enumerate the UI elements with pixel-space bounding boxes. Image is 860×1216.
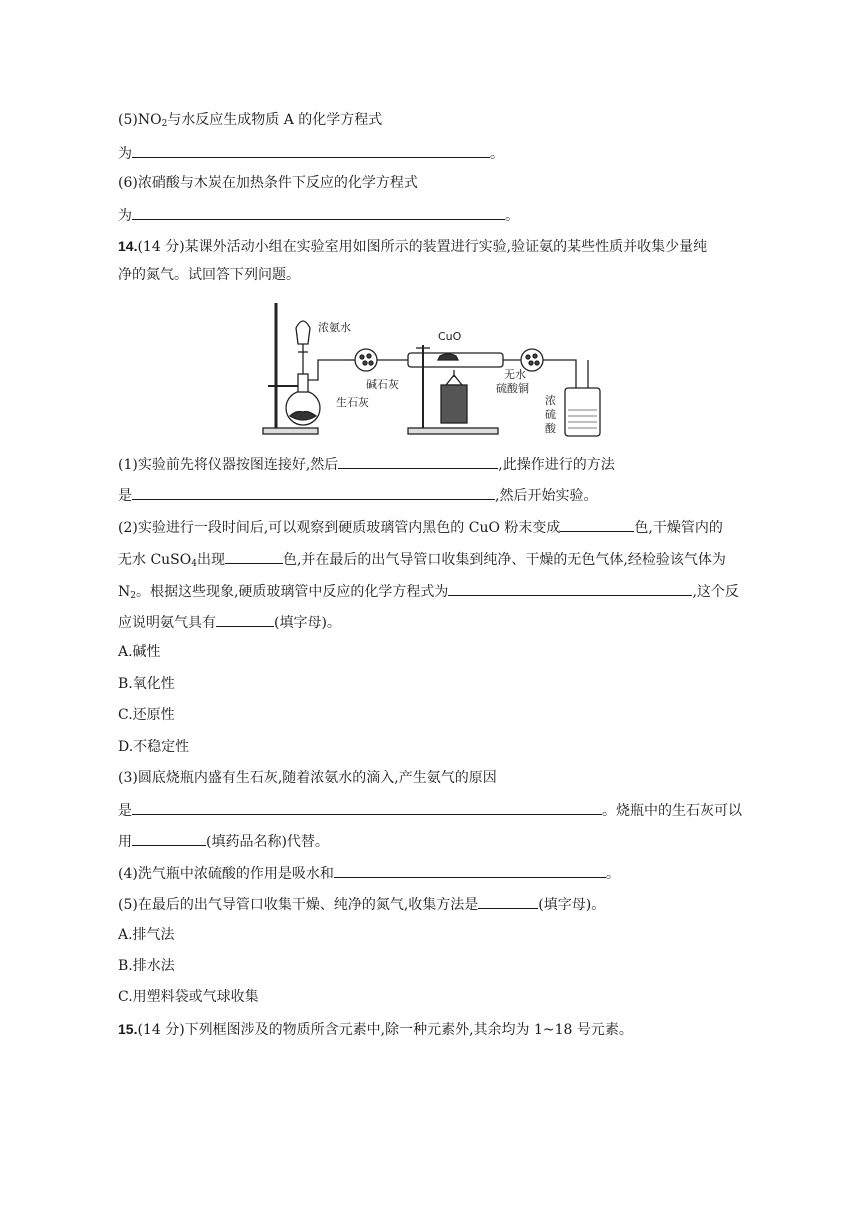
drying-tube-1 [355, 349, 377, 371]
q14-part2-line4: 应说明氨气具有 (填字母)。 [118, 611, 341, 633]
answer-blank[interactable] [338, 453, 498, 469]
label-anhydrous: 无水 [504, 368, 526, 381]
option-a[interactable]: A.碱性 [118, 644, 161, 660]
label-cuo: CuO [438, 330, 462, 343]
answer-blank[interactable] [225, 548, 283, 564]
q13-part6-answer-line: 为 。 [118, 204, 519, 226]
option-d[interactable]: D.不稳定性 [118, 739, 190, 755]
label-quicklime: 生石灰 [336, 396, 369, 409]
q15-intro: 15.(14 分)下列框图涉及的物质所含元素中,除一种元素外,其余均为 1~18 号元素。 [118, 1021, 633, 1038]
q14-part2: (2)实验进行一段时间后,可以观察到硬质玻璃管内黑色的 CuO 粉末变成 色,干燥管内的 [118, 516, 723, 538]
answer-blank[interactable] [132, 799, 602, 815]
option-c[interactable]: C.用塑料袋或气球收集 [118, 989, 259, 1005]
answer-blank[interactable] [560, 516, 634, 532]
q13-part6: (6)浓硝酸与木炭在加热条件下反应的化学方程式 [118, 175, 418, 191]
option-b[interactable]: B.氧化性 [118, 676, 175, 692]
q14-part2-line2: 无水 CuSO$_4$出现 色,并在最后的出气导管口收集到纯净、干燥的无色气体,经检验该气体为 [118, 548, 726, 570]
q14-part3-line3: 用 (填药品名称)代替。 [118, 830, 329, 852]
gas-washing-bottle [565, 388, 600, 436]
label-acid-2: 硫 [545, 408, 556, 421]
option-a[interactable]: A.排气法 [118, 927, 175, 943]
stand-base [263, 428, 318, 434]
q14-part4: (4)洗气瓶中浓硫酸的作用是吸水和 。 [118, 862, 620, 884]
label-soda-lime: 碱石灰 [366, 378, 399, 391]
label-copper-sulfate: 硫酸铜 [496, 382, 529, 395]
answer-blank[interactable] [132, 484, 495, 500]
option-b[interactable]: B.排水法 [118, 958, 175, 974]
label-acid-3: 酸 [545, 422, 556, 435]
option-c[interactable]: C.还原性 [118, 707, 175, 723]
q13-part5: $(5)NO_2$与水反应生成物质 A 的化学方程式 [118, 112, 383, 129]
answer-blank[interactable] [334, 862, 606, 878]
cuo-powder [438, 354, 458, 360]
alcohol-lamp [441, 385, 467, 423]
answer-blank[interactable] [478, 893, 538, 909]
separatory-funnel [296, 321, 310, 344]
q14-part3: (3)圆底烧瓶内盛有生石灰,随着浓氨水的滴入,产生氨气的原因 [118, 770, 497, 786]
q14-part1: (1)实验前先将仪器按图连接好,然后 ,此操作进行的方法 [118, 453, 615, 475]
q14-part1-answer-line: 是 ,然后开始实验。 [118, 484, 597, 506]
answer-blank[interactable] [448, 580, 692, 596]
q13-part5-answer-line: 为 。 [118, 142, 504, 164]
label-ammonia: 浓氨水 [318, 321, 351, 334]
label-acid-1: 浓 [545, 394, 556, 407]
answer-blank[interactable] [132, 204, 505, 220]
q14-intro: 14.(14 分)某课外活动小组在实验室用如图所示的装置进行实验,验证氨的某些性质并收集少量纯 [118, 238, 708, 255]
apparatus-diagram [258, 300, 603, 440]
answer-blank[interactable] [132, 142, 490, 158]
answer-blank[interactable] [132, 830, 206, 846]
answer-blank[interactable] [216, 611, 274, 627]
q14-part2-line3: $N_2$。根据这些现象,硬质玻璃管中反应的化学方程式为 ,这个反 [118, 580, 739, 602]
q14-part5: (5)在最后的出气导管口收集干燥、纯净的氮气,收集方法是 (填字母)。 [118, 893, 605, 915]
quicklime-solid [290, 412, 316, 421]
q14-intro-cont: 净的氮气。试回答下列问题。 [118, 267, 300, 283]
q14-part3-answer-line: 是 。烧瓶中的生石灰可以 [118, 799, 742, 821]
